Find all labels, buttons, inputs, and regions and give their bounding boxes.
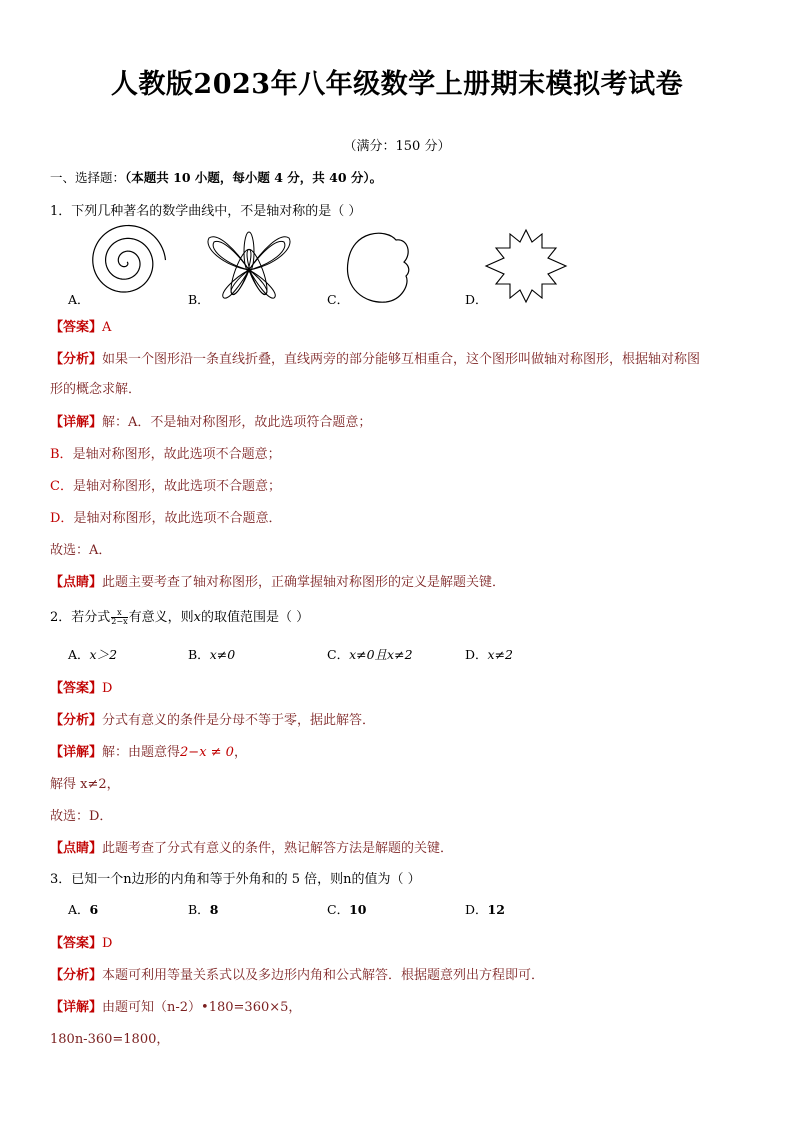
q1-analysis bbox=[50, 348, 700, 367]
detail-pre: 解：由题意得 bbox=[102, 745, 181, 760]
q1-detail-d bbox=[50, 507, 281, 526]
q3-answer bbox=[50, 932, 112, 951]
q1-figure-c-cardioid bbox=[346, 232, 412, 304]
q2-stem bbox=[50, 606, 309, 626]
q2-stem-post: 的取值范围是（ ） bbox=[200, 610, 310, 625]
q3-stem: 3．已知一个n边形的内角和等于外角和的 5 倍，则n的值为（ ） bbox=[50, 872, 421, 887]
opt-letter: D． bbox=[465, 647, 488, 662]
section-heading bbox=[50, 168, 382, 186]
q3-equation: 180n-360=1800， bbox=[50, 1032, 170, 1047]
opt-letter: A． bbox=[68, 647, 90, 662]
detail-post: ， bbox=[233, 745, 247, 760]
detail-label: 【详解】 bbox=[50, 1000, 103, 1015]
opt-letter: D． bbox=[465, 902, 488, 917]
q1-choose: 故选：A． bbox=[50, 543, 112, 558]
q1-detail bbox=[50, 411, 371, 430]
q2-option-c bbox=[327, 645, 413, 663]
q1-stem: 1．下列几种著名的数学曲线中，不是轴对称的是（ ） bbox=[50, 204, 362, 219]
q2-choose: 故选：D． bbox=[50, 809, 113, 824]
detail-d-text: 是轴对称图形，故此选项不合题意． bbox=[73, 511, 282, 526]
opt-text: 8 bbox=[209, 902, 219, 917]
detail-text: 由题可知（n-2）•180=360×5， bbox=[102, 1000, 302, 1015]
analysis-label: 【分析】 bbox=[50, 968, 103, 983]
q2-stem-mid: 有意义，则 bbox=[128, 610, 194, 625]
detail-c-letter: C． bbox=[50, 479, 73, 494]
opt-letter: B． bbox=[188, 647, 210, 662]
q1-detail-b bbox=[50, 443, 281, 462]
comment-label: 【点睛】 bbox=[50, 575, 103, 590]
analysis-text: 分式有意义的条件是分母不等于零，据此解答． bbox=[102, 713, 376, 728]
q2-stem-var: x bbox=[193, 610, 201, 625]
detail-text: 解：A．不是轴对称图形，故此选项符合题意； bbox=[102, 415, 372, 430]
detail-b-text: 是轴对称图形，故此选项不合题意； bbox=[72, 447, 281, 462]
q1-figure-b-butterfly bbox=[206, 230, 292, 304]
section-note: （本题共 10 小题，每小题 4 分，共 40 分）。 bbox=[125, 170, 383, 185]
opt-text: 6 bbox=[89, 902, 99, 917]
q2-analysis bbox=[50, 709, 375, 728]
q1-option-d: D． bbox=[465, 292, 488, 307]
answer-value: D bbox=[102, 936, 113, 951]
comment-text: 此题主要考查了轴对称图形，正确掌握轴对称图形的定义是解题关键． bbox=[102, 575, 506, 590]
opt-text: x≠0且x≠2 bbox=[349, 647, 413, 662]
analysis-text: 如果一个图形沿一条直线折叠，直线两旁的部分能够互相重合，这个图形叫做轴对称图形，根据轴对称图 bbox=[102, 352, 701, 367]
detail-c-text: 是轴对称图形，故此选项不合题意； bbox=[72, 479, 281, 494]
q1-answer bbox=[50, 316, 111, 335]
comment-text: 此题考查了分式有意义的条件，熟记解答方法是解题的关键． bbox=[102, 841, 454, 856]
q1-detail-c bbox=[50, 475, 281, 494]
opt-letter: C． bbox=[327, 902, 350, 917]
answer-label: 【答案】 bbox=[50, 320, 103, 335]
detail-label: 【详解】 bbox=[50, 415, 103, 430]
frac-denominator: 2−x bbox=[111, 617, 128, 626]
detail-math: 2−x ≠ 0 bbox=[180, 745, 234, 760]
opt-text: x≠2 bbox=[487, 647, 514, 662]
q3-option-b bbox=[188, 900, 218, 918]
q1-analysis-cont: 形的概念求解． bbox=[50, 382, 142, 397]
full-score: （满分：150 分） bbox=[343, 139, 451, 154]
q1-figure-d-star bbox=[484, 228, 568, 304]
answer-value: D bbox=[102, 681, 113, 696]
q2-comment bbox=[50, 837, 453, 856]
q2-option-b bbox=[188, 645, 235, 663]
answer-value: A bbox=[102, 320, 112, 335]
frac-numerator: x bbox=[111, 609, 127, 618]
q2-stem-pre: 2．若分式 bbox=[50, 610, 111, 625]
q3-option-d bbox=[465, 900, 505, 918]
opt-text: 10 bbox=[349, 902, 367, 917]
q2-detail bbox=[50, 741, 247, 760]
q2-option-a bbox=[68, 645, 117, 663]
detail-b-letter: B． bbox=[50, 447, 73, 462]
answer-label: 【答案】 bbox=[50, 681, 103, 696]
opt-text: 12 bbox=[487, 902, 505, 917]
q3-detail bbox=[50, 996, 301, 1015]
answer-label: 【答案】 bbox=[50, 936, 103, 951]
opt-letter: A． bbox=[68, 902, 90, 917]
q2-answer bbox=[50, 677, 112, 696]
opt-letter: C． bbox=[327, 647, 350, 662]
detail-label: 【详解】 bbox=[50, 745, 103, 760]
q1-option-b: B． bbox=[188, 292, 210, 307]
q2-fraction bbox=[111, 609, 127, 626]
section-label: 一、选择题： bbox=[50, 170, 126, 185]
analysis-text: 本题可利用等量关系式以及多边形内角和公式解答．根据题意列出方程即可． bbox=[102, 968, 545, 983]
q1-figure-a-spiral bbox=[86, 222, 166, 302]
opt-text: x≠0 bbox=[209, 647, 236, 662]
q1-comment bbox=[50, 571, 505, 590]
detail-d-letter: D． bbox=[50, 511, 74, 526]
q3-option-a bbox=[68, 900, 98, 918]
comment-label: 【点睛】 bbox=[50, 841, 103, 856]
q3-analysis bbox=[50, 964, 544, 983]
q1-option-c: C． bbox=[327, 292, 350, 307]
q3-option-c bbox=[327, 900, 366, 918]
q2-solve: 解得 x≠2， bbox=[50, 777, 120, 792]
analysis-label: 【分析】 bbox=[50, 352, 103, 367]
analysis-label: 【分析】 bbox=[50, 713, 103, 728]
page-title: 人教版2023年八年级数学上册期末模拟考试卷 bbox=[110, 69, 684, 100]
q1-option-a: A． bbox=[68, 292, 90, 307]
q2-option-d bbox=[465, 645, 513, 663]
opt-letter: B． bbox=[188, 902, 210, 917]
opt-text: x＞2 bbox=[89, 647, 118, 662]
